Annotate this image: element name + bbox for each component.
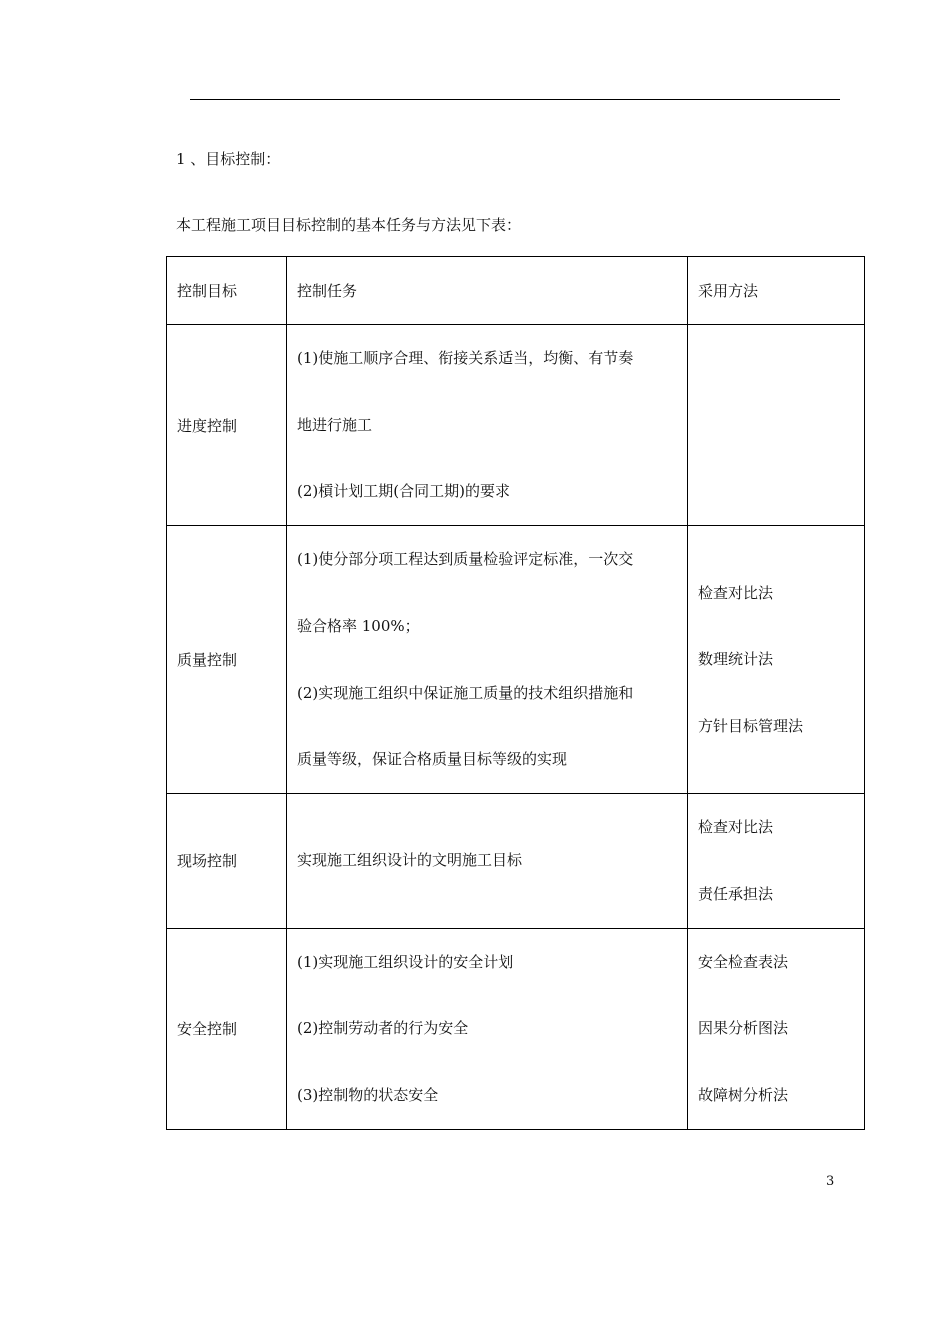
goal-cell: 进度控制 bbox=[167, 325, 287, 526]
tasks-cell bbox=[287, 794, 688, 928]
task-line: (1)使分部分项工程达到质量检验评定标准，一次交 bbox=[297, 550, 634, 569]
method-line: 检查对比法 bbox=[698, 818, 774, 837]
table-row bbox=[167, 794, 865, 928]
task-line: (1)使施工顺序合理、衔接关系适当，均衡、有节奏 bbox=[297, 349, 634, 367]
tasks-cell bbox=[287, 928, 688, 1129]
task-line: 质量等级，保证合格质量目标等级的实现 bbox=[297, 750, 568, 769]
method-line: 责任承担法 bbox=[698, 884, 774, 903]
task-line: (2)控制劳动者的行为安全 bbox=[297, 1019, 469, 1038]
method-line: 因果分析图法 bbox=[698, 1019, 789, 1038]
page-number: 3 bbox=[826, 1174, 835, 1189]
table-row bbox=[167, 325, 865, 526]
header-tasks: 控制任务 bbox=[287, 257, 688, 325]
task-line: (1)实现施工组织设计的安全计划 bbox=[297, 952, 514, 971]
control-table bbox=[166, 256, 865, 1130]
task-line: (3)控制物的状态安全 bbox=[297, 1085, 439, 1104]
task-line: (2)槓计划工期(合同工期)的要求 bbox=[297, 482, 510, 501]
task-line: 地进行施工 bbox=[297, 415, 373, 434]
intro-paragraph: 本工程施工项目目标控制的基本任务与方法见下表： bbox=[176, 216, 522, 234]
task-line: 实现施工组织设计的文明施工目标 bbox=[297, 851, 523, 870]
section-heading: 1 、目标控制： bbox=[176, 150, 281, 168]
table-header-row bbox=[167, 257, 865, 325]
methods-cell bbox=[688, 325, 865, 526]
tasks-cell bbox=[287, 325, 688, 526]
method-line: 安全检查表法 bbox=[698, 952, 789, 971]
methods-cell bbox=[688, 526, 865, 794]
method-line: 故障树分析法 bbox=[698, 1085, 789, 1104]
header-goal: 控制目标 bbox=[167, 257, 287, 325]
task-line: 验合格率 100%； bbox=[297, 616, 420, 635]
goal-cell: 安全控制 bbox=[167, 928, 287, 1129]
method-line: 检查对比法 bbox=[698, 583, 774, 602]
tasks-cell bbox=[287, 526, 688, 794]
header-methods: 采用方法 bbox=[688, 257, 865, 325]
goal-cell: 质量控制 bbox=[167, 526, 287, 794]
table-row bbox=[167, 928, 865, 1129]
task-line: (2)实现施工组织中保证施工质量的技术组织措施和 bbox=[297, 683, 634, 702]
goal-cell: 现场控制 bbox=[167, 794, 287, 928]
table-row bbox=[167, 526, 865, 794]
method-line: 方针目标管理法 bbox=[698, 716, 804, 735]
methods-cell bbox=[688, 928, 865, 1129]
header-rule bbox=[190, 99, 840, 100]
method-line: 数理统计法 bbox=[698, 650, 774, 669]
methods-cell bbox=[688, 794, 865, 928]
